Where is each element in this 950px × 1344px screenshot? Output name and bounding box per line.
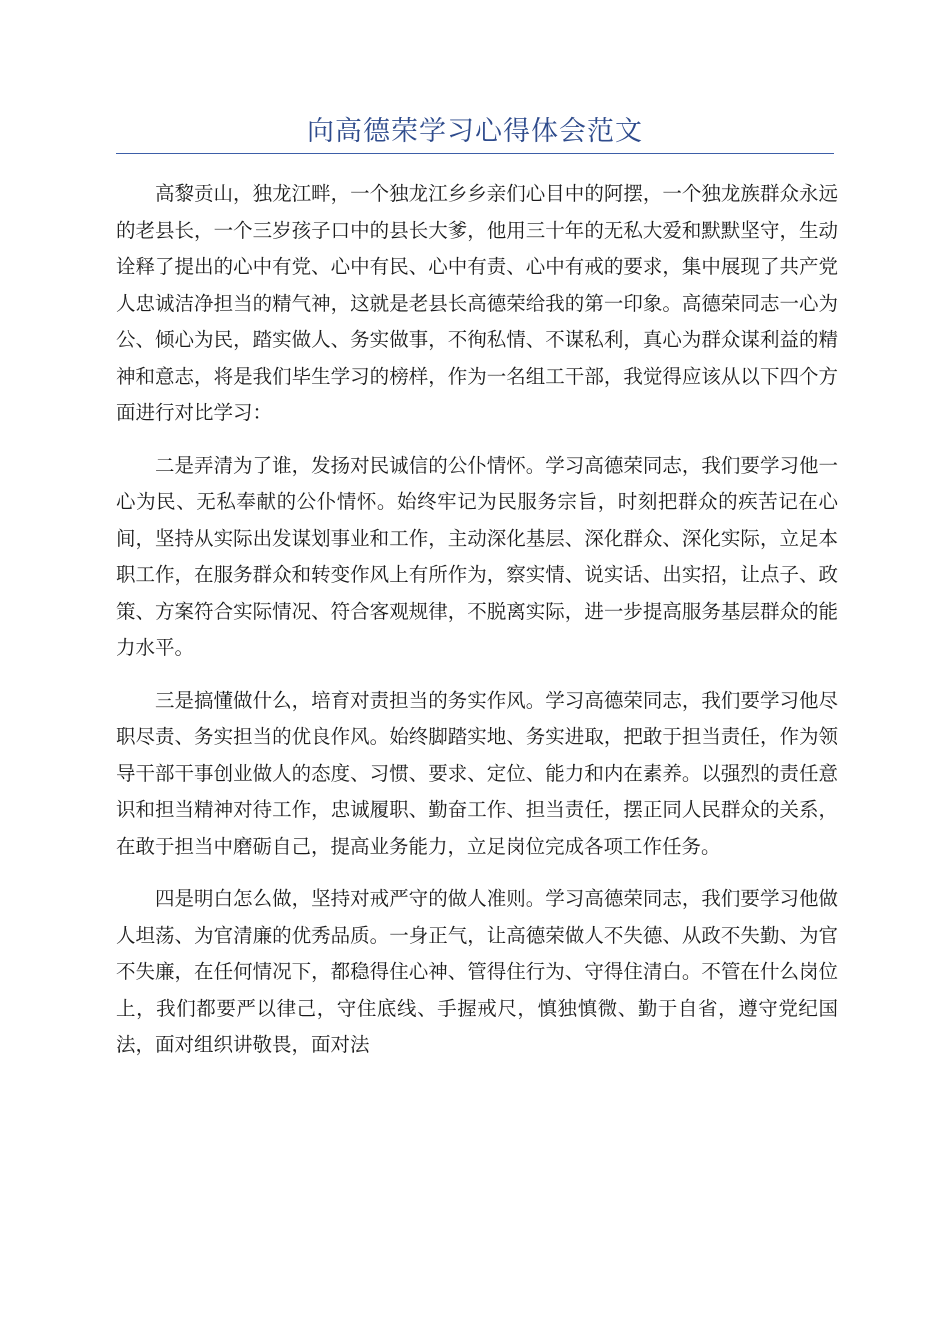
document-title: 向高德荣学习心得体会范文 bbox=[307, 116, 643, 147]
document-body bbox=[116, 176, 838, 1080]
paragraph-4: 四是明白怎么做，坚持对戒严守的做人准则。学习高德荣同志，我们要学习他做人坦荡、为官清廉的优秀品质。一身正气，让高德荣做人不失德、从政不失勤、为官不失廉，在任何情况下，都稳得住心神、管得住行为、守得住清白。不管在什么岗位上，我们都要严以律己，守住底线、手握戒尺，慎独慎微、勤于自省，遵守党纪国法，面对组织讲敬畏，面对法 bbox=[116, 887, 838, 1056]
title-underline bbox=[116, 153, 834, 154]
paragraph-2: 二是弄清为了谁，发扬对民诚信的公仆情怀。学习高德荣同志，我们要学习他一心为民、无私奉献的公仆情怀。始终牢记为民服务宗旨，时刻把群众的疾苦记在心间，坚持从实际出发谋划事业和工作，主动深化基层、深化群众、深化实际，立足本职工作，在服务群众和转变作风上有所作为，察实情、说实话、出实招，让点子、政策、方案符合实际情况、符合客观规律，不脱离实际，进一步提高服务基层群众的能力水平。 bbox=[116, 453, 838, 659]
paragraph-3: 三是搞懂做什么，培育对责担当的务实作风。学习高德荣同志，我们要学习他尽职尽责、务实担当的优良作风。始终脚踏实地、务实进取，把敢于担当责任，作为领导干部干事创业做人的态度、习惯、要求、定位、能力和内在素养。以强烈的责任意识和担当精神对待工作，忠诚履职、勤奋工作、担当责任，摆正同人民群众的关系，在敢于担当中磨砺自己，提高业务能力，立足岗位完成各项工作任务。 bbox=[116, 688, 838, 858]
paragraph-1: 高黎贡山，独龙江畔，一个独龙江乡乡亲们心目中的阿摆，一个独龙族群众永远的老县长，一个三岁孩子口中的县长大爹，他用三十年的无私大爱和默默坚守，生动诠释了提出的心中有党、心中有民、心中有责、心中有戒的要求，集中展现了共产党人忠诚洁净担当的精气神，这就是老县长高德荣给我的第一印象。高德荣同志一心为公、倾心为民，踏实做人、务实做事，不徇私情、不谋私利，真心为群众谋利益的精神和意志，将是我们毕生学习的榜样，作为一名组工干部，我觉得应该从以下四个方面进行对比学习： bbox=[116, 182, 838, 424]
